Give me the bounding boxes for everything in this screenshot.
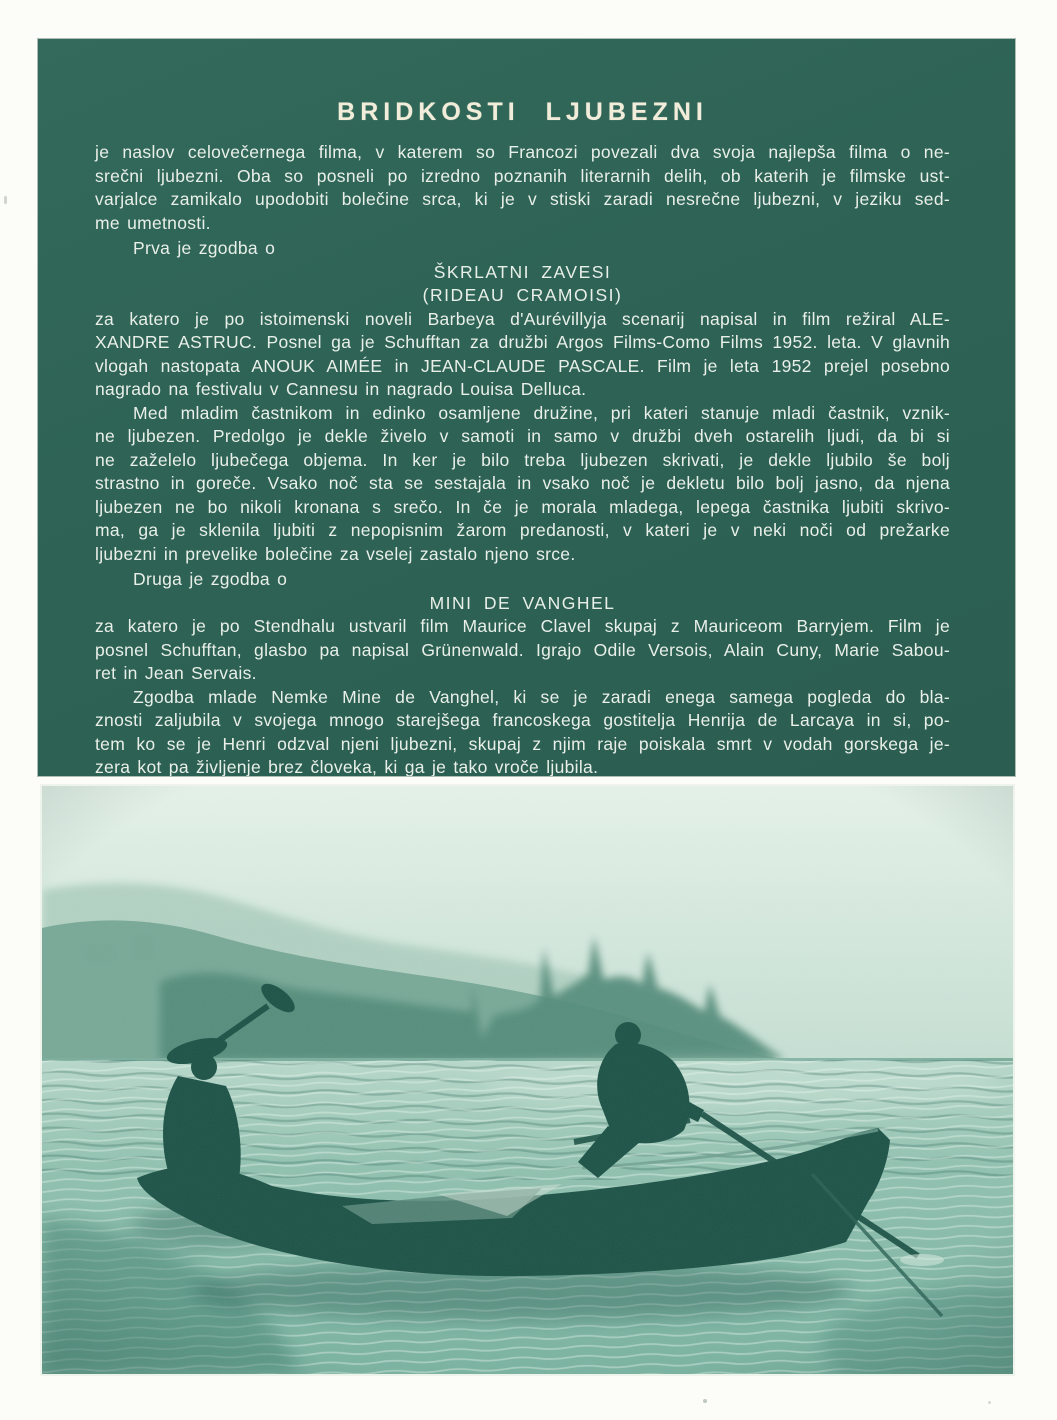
- text-line: ma, ga je sklenila ljubiti z nepopisnim žarom predanosti, v kateri je v neki noči od prežarke: [95, 520, 950, 540]
- section-heading: [95, 592, 950, 616]
- text-line: posnel Schufftan, glasbo pa napisal Grünenwald. Igrajo Odile Versois, Alain Cuny, Marie Sabou-: [95, 639, 950, 660]
- text-line: ljubezni in prevelike bolečine za vselej zastalo njeno srce.: [95, 543, 576, 564]
- paragraph: [95, 141, 950, 235]
- text-line: varjalce zamikalo upodobiti bolečine srca, ki je v stiski zaradi nesrečne ljubezni, v jeziku sed-: [95, 189, 950, 209]
- text-line: Druga je zgodba o: [133, 569, 288, 589]
- section-heading: [95, 261, 950, 308]
- text-line: zera kot pa življenje brez človeka, ki ga je tako vroče ljubila.: [95, 757, 599, 776]
- paper-speck: [4, 196, 7, 204]
- text-line: XANDRE ASTRUC. Posnel ga je Schufftan za družbi Argos Films-Como Films 1952. leta. V glavnih: [95, 332, 950, 352]
- paragraph: [95, 686, 950, 777]
- article-body: [95, 141, 950, 776]
- text-line: strastno in goreče. Vsako noč sta se sestajala in vsako noč je dekletu bilo bolj jasno, da njena: [95, 473, 950, 493]
- text-line: (RIDEAU CRAMOISI): [422, 285, 623, 305]
- lead-line: [95, 568, 950, 592]
- lead-line: [95, 237, 950, 261]
- vignette: [42, 786, 1013, 1374]
- text-line: ret in Jean Servais.: [95, 663, 257, 683]
- text-line: ne zaželelo ljubečega objema. In ker je bilo treba ljubezen skrivati, je dekle ljubilo še bolj: [95, 449, 950, 470]
- text-line: za katero je po Stendhalu ustvaril film Maurice Clavel skupaj z Mauriceom Barryjem. Film je: [95, 616, 950, 636]
- text-line: ne ljubezen. Predolgo je dekle živelo v samoti in samo v družbi dveh ostarelih ljudi, da bi si: [95, 426, 950, 446]
- paper-speck: [988, 1401, 991, 1404]
- text-line: Prva je zgodba o: [133, 238, 276, 258]
- text-line: me umetnosti.: [95, 212, 211, 233]
- text-line: srečni ljubezni. Oba so posneli po izredno poznanih literarnih delih, ob katerih je filmske ust-: [95, 165, 950, 186]
- page-title: BRIDKOSTI LJUBEZNI: [337, 98, 708, 126]
- text-line: ljubezen ne bo nikoli kronana s srečo. In če je morala mladega, lepega častnika ljubiti skrivo-: [95, 496, 950, 517]
- paper-speck: [703, 1399, 707, 1403]
- text-line: nagrado na festivalu v Cannesu in nagrado Louisa Delluca.: [95, 379, 587, 399]
- text-line: Med mladim častnikom in edinko osamljene družine, pri kateri stanuje mladi častnik, vznik-: [133, 402, 950, 423]
- text-line: ŠKRLATNI ZAVESI: [433, 261, 612, 282]
- film-still-illustration: [42, 786, 1013, 1374]
- paragraph: [95, 615, 950, 686]
- paragraph: [95, 308, 950, 402]
- text-panel: [38, 39, 1015, 776]
- text-line: tem ko se je Henri odzval njeni ljubezni, skupaj z njim raje poiskala smrt v vodah gorskega je-: [95, 733, 950, 754]
- film-still-photo: [42, 786, 1013, 1374]
- text-line: znosti zaljubila v svojega mnogo starejšega francoskega gostitelja Henrija de Larcaya in si, po-: [95, 710, 950, 730]
- text-line: Zgodba mlade Nemke Mine de Vanghel, ki se je zaradi enega samega pogleda do bla-: [133, 686, 950, 707]
- text-line: MINI DE VANGHEL: [429, 592, 616, 613]
- text-line: vlogah nastopata ANOUK AIMÉE in JEAN-CLAUDE PASCALE. Film je leta 1952 prejel posebno: [95, 355, 950, 376]
- text-line: za katero je po istoimenski noveli Barbeya d'Aurévillyja scenarij napisal in film režiral ALE-: [95, 308, 950, 329]
- paragraph: [95, 402, 950, 567]
- text-line: je naslov celovečernega filma, v katerem so Francozi povezali dva svoja najlepša filma o ne-: [95, 142, 950, 162]
